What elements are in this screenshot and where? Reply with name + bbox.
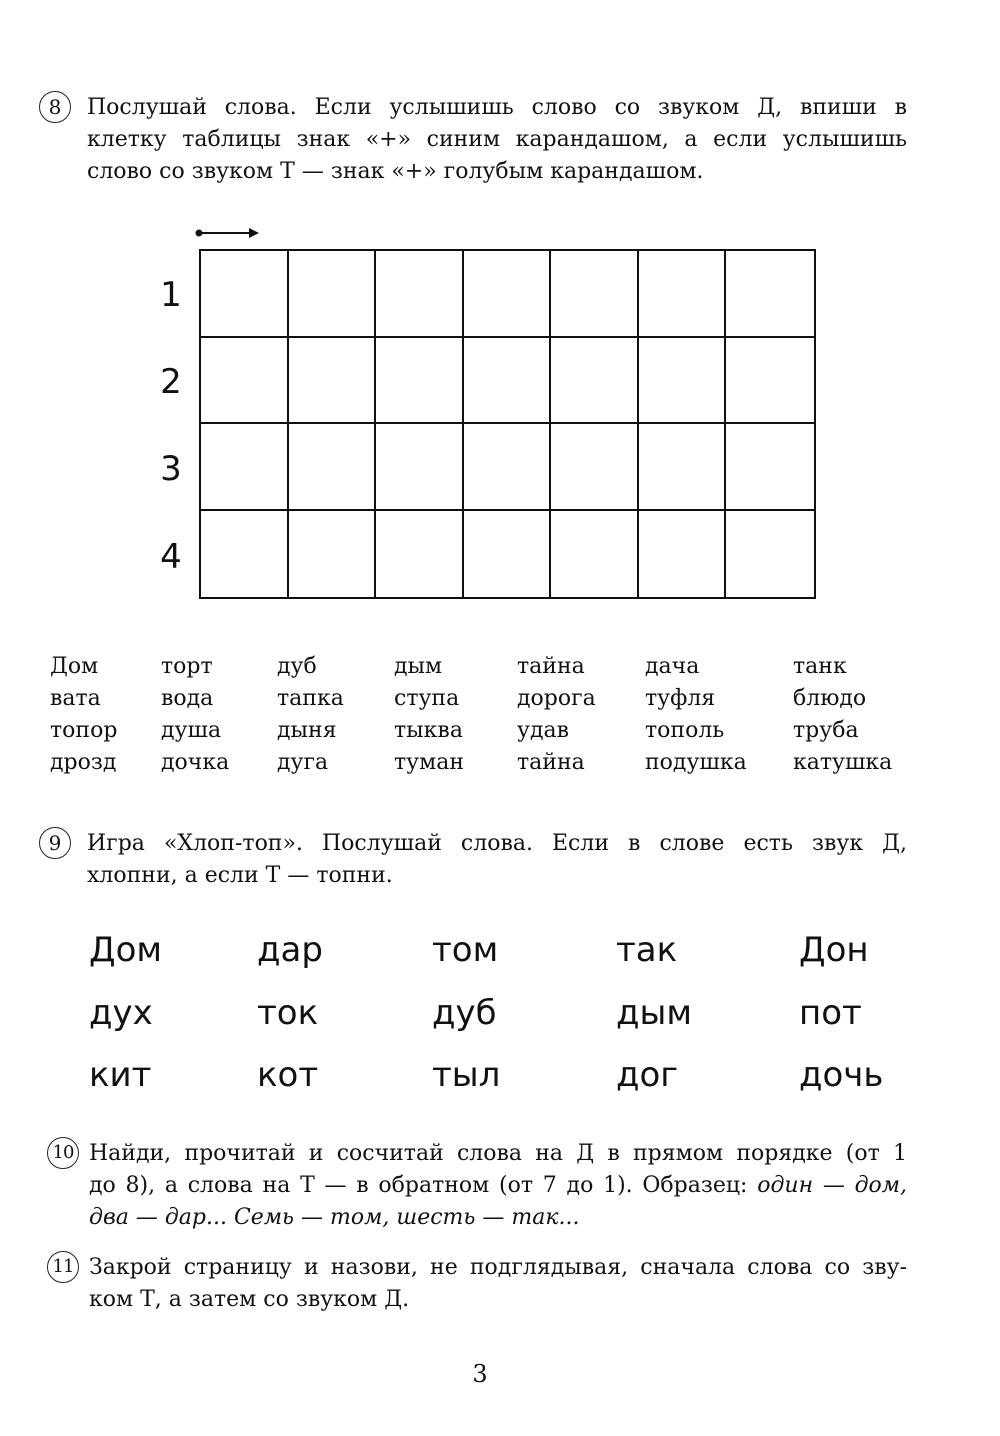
- word: дыня: [277, 718, 337, 743]
- task-number-10: 10: [47, 1137, 79, 1169]
- big-word: ток: [257, 993, 319, 1033]
- word: торт: [161, 654, 213, 679]
- big-word: дочь: [799, 1055, 884, 1095]
- grid-cell[interactable]: [376, 511, 464, 598]
- word: танк: [793, 654, 847, 679]
- word-column: [394, 651, 464, 779]
- word: топор: [50, 718, 118, 743]
- big-word: тыл: [432, 1055, 501, 1095]
- word: тапка: [277, 686, 344, 711]
- word: тайна: [517, 750, 585, 775]
- grid-cell[interactable]: [551, 511, 639, 598]
- row-label-2: 2: [160, 362, 182, 402]
- task-8-line: клетку таблицы знак «+» синим карандашом, а если услышишь: [87, 127, 907, 152]
- task-number-11: 11: [47, 1251, 79, 1283]
- big-word: дог: [616, 1055, 679, 1095]
- grid-cell[interactable]: [726, 251, 814, 338]
- task-number-9: 9: [39, 827, 71, 859]
- grid-cell[interactable]: [289, 338, 377, 425]
- word: тыква: [394, 718, 463, 743]
- grid-cell[interactable]: [551, 251, 639, 338]
- word: вата: [50, 686, 101, 711]
- row-label-4: 4: [160, 537, 182, 577]
- grid-cell[interactable]: [551, 338, 639, 425]
- word: дорога: [517, 686, 596, 711]
- grid-cell[interactable]: [464, 251, 552, 338]
- task-9-line: Игра «Хлоп-топ». Послушай слова. Если в слове есть звук Д,: [87, 831, 907, 856]
- grid-cell[interactable]: [639, 511, 727, 598]
- word: тайна: [517, 654, 585, 679]
- grid-cell[interactable]: [464, 338, 552, 425]
- task-10-line: [89, 1170, 907, 1202]
- task-11-text: [89, 1252, 907, 1316]
- word-column: [793, 651, 892, 779]
- word: дым: [394, 654, 443, 679]
- word: вода: [161, 686, 214, 711]
- grid-cell[interactable]: [201, 251, 289, 338]
- grid-cell[interactable]: [201, 338, 289, 425]
- word: туман: [394, 750, 465, 775]
- word: дуга: [277, 750, 329, 775]
- big-word: дым: [616, 993, 693, 1033]
- big-word: дуб: [432, 993, 497, 1033]
- task-10-text: [89, 1138, 907, 1234]
- task-10-example: один — дом,: [757, 1173, 907, 1198]
- grid-cell[interactable]: [726, 338, 814, 425]
- word: блюдо: [793, 686, 867, 711]
- word: дача: [645, 654, 700, 679]
- word-column: [645, 651, 747, 779]
- big-word: кит: [89, 1055, 152, 1095]
- big-word: дух: [89, 993, 153, 1033]
- grid-cell[interactable]: [726, 511, 814, 598]
- word: душа: [161, 718, 222, 743]
- word: ступа: [394, 686, 460, 711]
- grid-cell[interactable]: [639, 424, 727, 511]
- grid-cell[interactable]: [464, 424, 552, 511]
- word: Дом: [50, 654, 99, 679]
- word-column: [50, 651, 117, 779]
- big-word: Дон: [799, 930, 869, 970]
- word: дрозд: [50, 750, 117, 775]
- grid-cell[interactable]: [289, 251, 377, 338]
- grid-cell[interactable]: [639, 338, 727, 425]
- word: дуб: [277, 654, 317, 679]
- grid-cell[interactable]: [464, 511, 552, 598]
- word: туфля: [645, 686, 716, 711]
- grid-cell[interactable]: [289, 424, 377, 511]
- big-word: том: [432, 930, 499, 970]
- task-8-line: Послушай слова. Если услышишь слово со звуком Д, впиши в: [87, 95, 907, 120]
- word: дочка: [161, 750, 230, 775]
- task-10-example: два — дар... Семь — том, шесть — так...: [89, 1205, 580, 1230]
- answer-grid: [199, 249, 816, 599]
- word: удав: [517, 718, 569, 743]
- word-column: [277, 651, 344, 779]
- task-number-8: 8: [39, 91, 71, 123]
- grid-cell[interactable]: [201, 424, 289, 511]
- task-11-line: ком Т, а затем со звуком Д.: [89, 1287, 410, 1312]
- task-8-line: слово со звуком Т — знак «+» голубым карандашом.: [87, 159, 704, 184]
- word: труба: [793, 718, 859, 743]
- grid-cell[interactable]: [726, 424, 814, 511]
- big-word: Дом: [89, 930, 163, 970]
- grid-cell[interactable]: [639, 251, 727, 338]
- task-9-text: [87, 828, 907, 892]
- grid-cell[interactable]: [376, 251, 464, 338]
- grid-cell[interactable]: [376, 338, 464, 425]
- word-column: [517, 651, 596, 779]
- word: тополь: [645, 718, 725, 743]
- task-11-line: Закрой страницу и назови, не подглядывая, сначала слова со зву-: [89, 1255, 907, 1280]
- big-word: так: [616, 930, 678, 970]
- page-number: 3: [472, 1360, 488, 1388]
- row-label-1: 1: [160, 275, 182, 315]
- big-word: пот: [799, 993, 862, 1033]
- task-10-line: Найди, прочитай и сосчитай слова на Д в прямом порядке (от 1: [89, 1141, 907, 1166]
- word: подушка: [645, 750, 747, 775]
- big-word: кот: [257, 1055, 319, 1095]
- task-9-line: хлопни, а если Т — топни.: [87, 863, 393, 888]
- word-column: [161, 651, 229, 779]
- task-8-text: [87, 92, 907, 188]
- grid-cell[interactable]: [289, 511, 377, 598]
- grid-cell[interactable]: [376, 424, 464, 511]
- task-10-line-text: до 8), а слова на Т — в обратном (от 7 до 1). Образец:: [89, 1173, 758, 1198]
- row-label-3: 3: [160, 449, 182, 489]
- word: катушка: [793, 750, 893, 775]
- direction-arrow-icon: [193, 224, 263, 242]
- grid-cell[interactable]: [551, 424, 639, 511]
- grid-cell[interactable]: [201, 511, 289, 598]
- big-word: дар: [257, 930, 323, 970]
